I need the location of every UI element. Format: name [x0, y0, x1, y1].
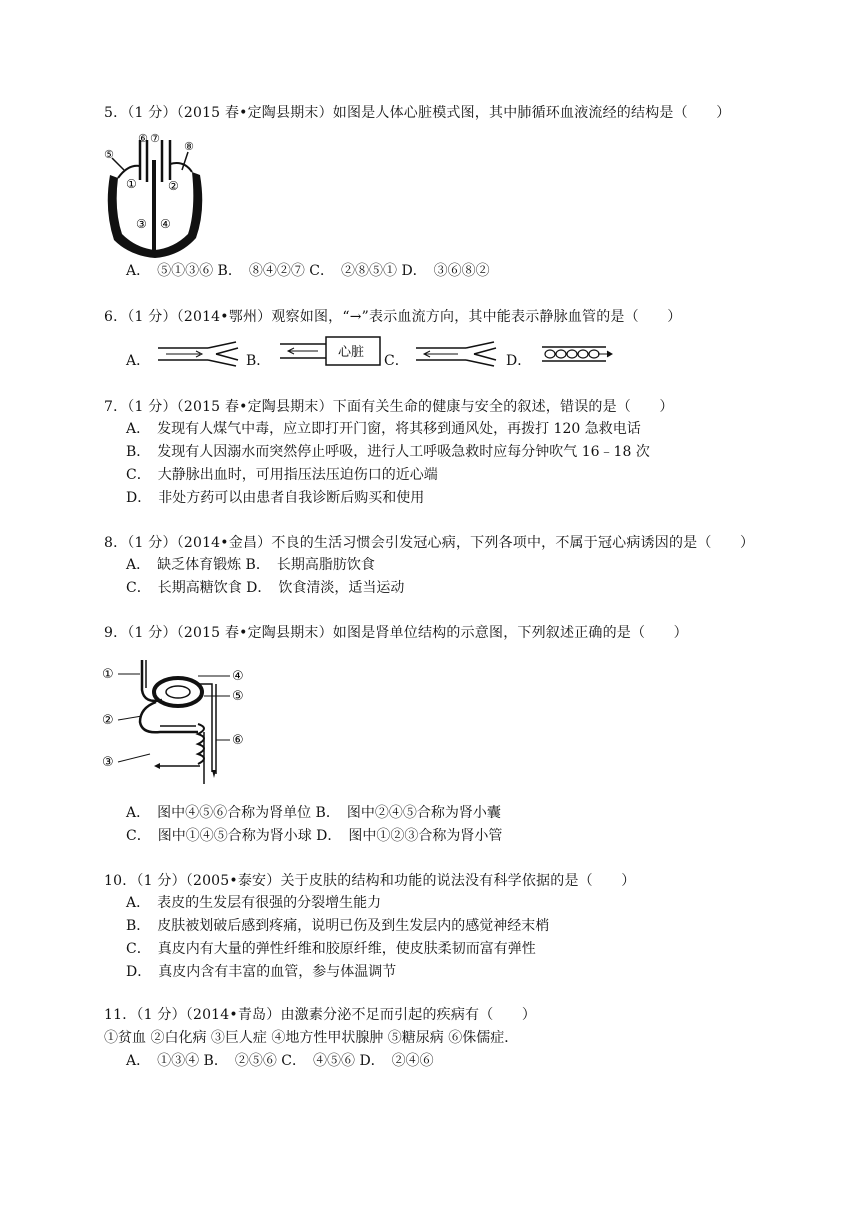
disease-list: ①贫血 ②白化病 ③巨人症 ④地方性甲状腺肿 ⑤糖尿病 ⑥侏儒症． [104, 1030, 519, 1046]
options-row-2: C． 长期高糖饮食 D． 饮食清淡，适当运动 [126, 580, 405, 596]
option-a: A． 表皮的生发层有很强的分裂增生能力 [126, 895, 382, 911]
nephron-label-6: ⑥ [232, 733, 244, 748]
heart-label-7: ⑦ [150, 132, 160, 145]
question-stem: 11．（1 分）（2014•青岛）由激素分泌不足而引起的疾病有（ ） [104, 1007, 537, 1023]
option-d-label: D． [506, 353, 532, 369]
option-b: B． 皮肤被划破后感到疼痛，说明已伤及到生发层内的感觉神经末梢 [126, 918, 550, 934]
option-c: C． 真皮内有大量的弹性纤维和胶原纤维，使皮肤柔韧而富有弹性 [126, 941, 536, 957]
options-row-1: A． 图中④⑤⑥合称为肾单位 B． 图中②④⑤合称为肾小囊 [126, 805, 501, 821]
option-b-label: B． [246, 353, 271, 369]
heart-diagram-svg [100, 130, 210, 260]
question-stem: 6．（1 分）（2014•鄂州）观察如图，“→”表示血流方向，其中能表示静脉血管的是（ ） [104, 309, 682, 325]
question-7 [104, 398, 674, 416]
options-row-1: A． 缺乏体育锻炼 B． 长期高脂肪饮食 [126, 557, 375, 573]
question-stem: 10．（1 分）（2005•泰安）关于皮肤的结构和功能的说法没有科学依据的是（ ） [104, 873, 636, 889]
question-5 [104, 104, 730, 122]
option-a-label: A． [126, 353, 151, 369]
question-6 [104, 308, 681, 326]
heart-label-5: ⑤ [104, 148, 114, 161]
vessel-diagram-b [278, 336, 382, 366]
question-stem: 8．（1 分）（2014•金昌）不良的生活习惯会引发冠心病，下列各项中，不属于冠心病诱因的是（ ） [104, 535, 755, 551]
option-d: D． 非处方药可以由患者自我诊断后购买和使用 [126, 490, 425, 506]
option-a: A． 发现有人煤气中毒，应立即打开门窗，将其移到通风处，再拨打 120 急救电话 [126, 421, 641, 437]
option-b: B． 发现有人因溺水而突然停止呼吸，进行人工呼吸急救时应每分钟吹气 16﹣18 次 [126, 444, 650, 460]
heart-box-label: 心脏 [338, 345, 365, 360]
heart-label-8: ⑧ [184, 140, 194, 153]
question-8 [104, 534, 754, 552]
options-line: A． ⑤①③⑥ B． ⑧④②⑦ C． ②⑧⑤① D． ③⑥⑧② [126, 263, 490, 279]
question-10 [104, 872, 635, 890]
heart-diagram [100, 130, 210, 265]
heart-label-3: ③ [136, 217, 147, 231]
nephron-diagram [100, 654, 260, 795]
option-c-label: C． [384, 353, 409, 369]
heart-label-1: ① [126, 177, 137, 191]
question-11 [104, 1006, 536, 1024]
vessel-diagram-d [540, 344, 614, 364]
option-c: C． 大静脉出血时，可用指压法压迫伤口的近心端 [126, 467, 438, 483]
question-stem: 7．（1 分）（2015 春•定陶县期末）下面有关生命的健康与安全的叙述，错误的是（ ） [104, 399, 674, 415]
options-row-2: C． 图中①④⑤合称为肾小球 D． 图中①②③合称为肾小管 [126, 828, 503, 844]
nephron-label-5: ⑤ [232, 689, 244, 704]
question-5-options [126, 262, 490, 280]
question-stem: 9．（1 分）（2015 春•定陶县期末）如图是肾单位结构的示意图，下列叙述正确的是（ ） [104, 625, 688, 641]
question-stem: 5．（1 分）（2015 春•定陶县期末）如图是人体心脏模式图，其中肺循环血液流经的结构是（ ） [104, 105, 731, 121]
options-line: A． ①③④ B． ②⑤⑥ C． ④⑤⑥ D． ②④⑥ [126, 1053, 434, 1069]
vessel-diagram-a [156, 340, 242, 368]
nephron-diagram-svg [100, 654, 260, 790]
nephron-label-1: ① [102, 667, 114, 682]
option-d: D． 真皮内含有丰富的血管，参与体温调节 [126, 964, 397, 980]
vessel-diagram-c [414, 340, 500, 368]
nephron-label-2: ② [102, 713, 114, 728]
nephron-label-3: ③ [102, 755, 114, 770]
heart-label-2: ② [168, 179, 179, 193]
heart-label-6: ⑥ [138, 132, 148, 145]
heart-label-4: ④ [160, 217, 171, 231]
nephron-label-4: ④ [232, 669, 244, 684]
question-9 [104, 624, 688, 642]
